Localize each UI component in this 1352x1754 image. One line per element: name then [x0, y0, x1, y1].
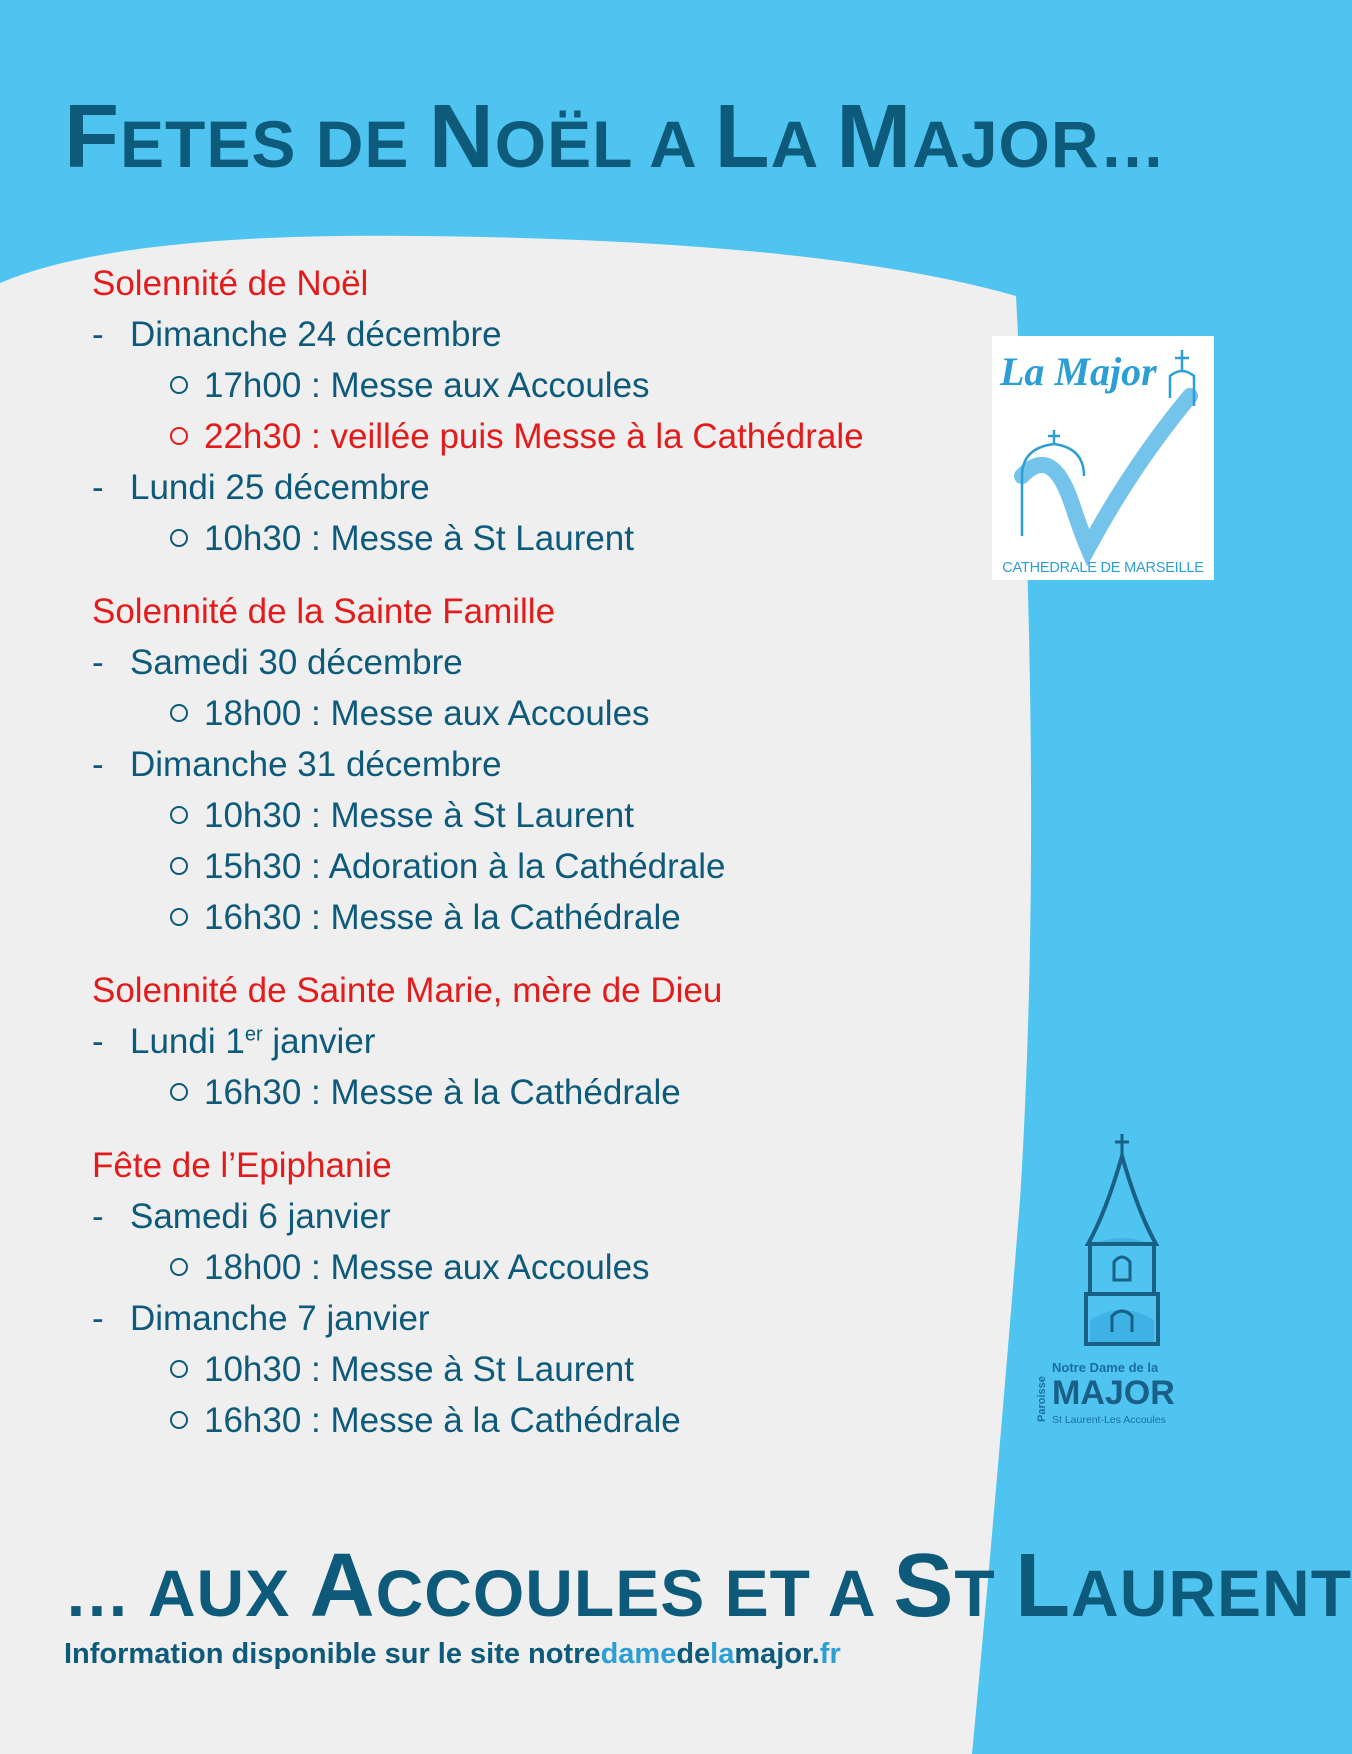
- circle-bullet-icon: [170, 1258, 188, 1276]
- circle-bullet-icon: [170, 806, 188, 824]
- la-major-logo: [992, 336, 1214, 580]
- event-text: 10h30 : Messe à St Laurent: [204, 1350, 634, 1389]
- dash-bullet: -: [92, 315, 104, 354]
- title-word: AJOR…: [912, 107, 1167, 181]
- event-item: [92, 841, 972, 892]
- day-ordinal: er: [244, 1023, 263, 1046]
- event-text: 17h00 : Messe aux Accoules: [204, 366, 650, 405]
- circle-bullet-icon: [170, 1083, 188, 1101]
- event-item: [92, 1344, 972, 1395]
- section-title: Fête de l’Epiphanie: [92, 1146, 392, 1185]
- day-item: [92, 462, 972, 513]
- title-letter: N: [428, 87, 495, 187]
- circle-bullet-icon: [170, 1411, 188, 1429]
- footer-url-part[interactable]: dame: [600, 1638, 677, 1670]
- title-letter: F: [64, 87, 120, 187]
- day-label: Lundi 25 décembre: [130, 468, 430, 507]
- schedule-section-epiphanie: [92, 1140, 972, 1446]
- day-item: [92, 637, 972, 688]
- closing-word: T: [954, 1556, 1016, 1630]
- event-text: 16h30 : Messe à la Cathédrale: [204, 1401, 681, 1440]
- event-item: [92, 688, 972, 739]
- day-item: [92, 1293, 972, 1344]
- event-text: 18h00 : Messe aux Accoules: [204, 1248, 650, 1287]
- event-text: 16h30 : Messe à la Cathédrale: [204, 898, 681, 937]
- circle-bullet-icon: [170, 427, 188, 445]
- circle-bullet-icon: [170, 529, 188, 547]
- day-label: Lundi 1: [130, 1022, 245, 1061]
- logo-caption: CATHEDRALE DE MARSEILLE: [1002, 560, 1204, 576]
- event-item: [92, 892, 972, 943]
- dash-bullet: -: [92, 468, 104, 507]
- title-word: OËL A: [494, 107, 715, 181]
- parish-logo: [1036, 1132, 1206, 1432]
- church-steeple-icon: [1036, 1132, 1206, 1352]
- closing-letter: S: [893, 1536, 955, 1636]
- day-item: [92, 1191, 972, 1242]
- logo-script-text: La Major: [1000, 349, 1157, 394]
- closing-title: [64, 1535, 1352, 1638]
- dash-bullet: -: [92, 745, 104, 784]
- event-text: 15h30 : Adoration à la Cathédrale: [204, 847, 726, 886]
- day-label: Dimanche 31 décembre: [130, 745, 502, 784]
- event-item: [92, 360, 972, 411]
- footer-url-part[interactable]: de: [676, 1638, 711, 1670]
- closing-word: … AUX: [64, 1556, 310, 1630]
- closing-letter: L: [1015, 1536, 1072, 1636]
- day-item: [92, 1016, 972, 1067]
- closing-word: CCOULES ET A: [375, 1556, 894, 1630]
- footer-url-part[interactable]: fr: [819, 1638, 841, 1670]
- section-title: Solennité de la Sainte Famille: [92, 592, 556, 631]
- dash-bullet: -: [92, 1299, 104, 1338]
- footer-info: [64, 1638, 841, 1671]
- title-word: ETES DE: [119, 107, 429, 181]
- closing-letter: A: [309, 1536, 376, 1636]
- event-text: 10h30 : Messe à St Laurent: [204, 796, 634, 835]
- section-title: Solennité de Sainte Marie, mère de Dieu: [92, 971, 723, 1010]
- circle-bullet-icon: [170, 704, 188, 722]
- title-letter: L: [714, 87, 771, 187]
- event-item: [92, 1067, 972, 1118]
- page-title: [64, 86, 1167, 189]
- event-item: [92, 1395, 972, 1446]
- circle-bullet-icon: [170, 908, 188, 926]
- event-text: 18h00 : Messe aux Accoules: [204, 694, 650, 733]
- day-label-rest: janvier: [262, 1022, 376, 1061]
- schedule-section-sainte-marie: [92, 965, 972, 1118]
- event-text: 16h30 : Messe à la Cathédrale: [204, 1073, 681, 1112]
- schedule-section-sainte-famille: [92, 586, 972, 943]
- event-item: [92, 1242, 972, 1293]
- circle-bullet-icon: [170, 857, 188, 875]
- schedule-list: [92, 258, 972, 1468]
- dash-bullet: -: [92, 643, 104, 682]
- day-label: Samedi 6 janvier: [130, 1197, 391, 1236]
- parish-line2: MAJOR: [1052, 1374, 1175, 1412]
- day-label: Samedi 30 décembre: [130, 643, 463, 682]
- footer-text: Information disponible sur le site notre: [64, 1638, 601, 1670]
- parish-vertical-label: Paroisse: [1036, 1376, 1048, 1422]
- schedule-section-noel: [92, 258, 972, 564]
- section-title: Solennité de Noël: [92, 264, 369, 303]
- day-item: [92, 309, 972, 360]
- parish-line1: Notre Dame de la: [1052, 1360, 1159, 1375]
- footer-url-part[interactable]: la: [710, 1638, 735, 1670]
- dash-bullet: -: [92, 1022, 104, 1061]
- event-item-highlight: [92, 411, 972, 462]
- dash-bullet: -: [92, 1197, 104, 1236]
- event-text: 22h30 : veillée puis Messe à la Cathédrale: [204, 417, 864, 456]
- event-item: [92, 790, 972, 841]
- event-item: [92, 513, 972, 564]
- circle-bullet-icon: [170, 1360, 188, 1378]
- day-label: Dimanche 24 décembre: [130, 315, 502, 354]
- day-label: Dimanche 7 janvier: [130, 1299, 430, 1338]
- day-item: [92, 739, 972, 790]
- title-letter: M: [836, 87, 913, 187]
- closing-word: AURENT: [1071, 1556, 1352, 1630]
- parish-line3: St Laurent-Les Accoules: [1052, 1414, 1166, 1426]
- circle-bullet-icon: [170, 376, 188, 394]
- event-text: 10h30 : Messe à St Laurent: [204, 519, 634, 558]
- footer-url-part[interactable]: major.: [734, 1638, 820, 1670]
- title-word: A: [770, 107, 837, 181]
